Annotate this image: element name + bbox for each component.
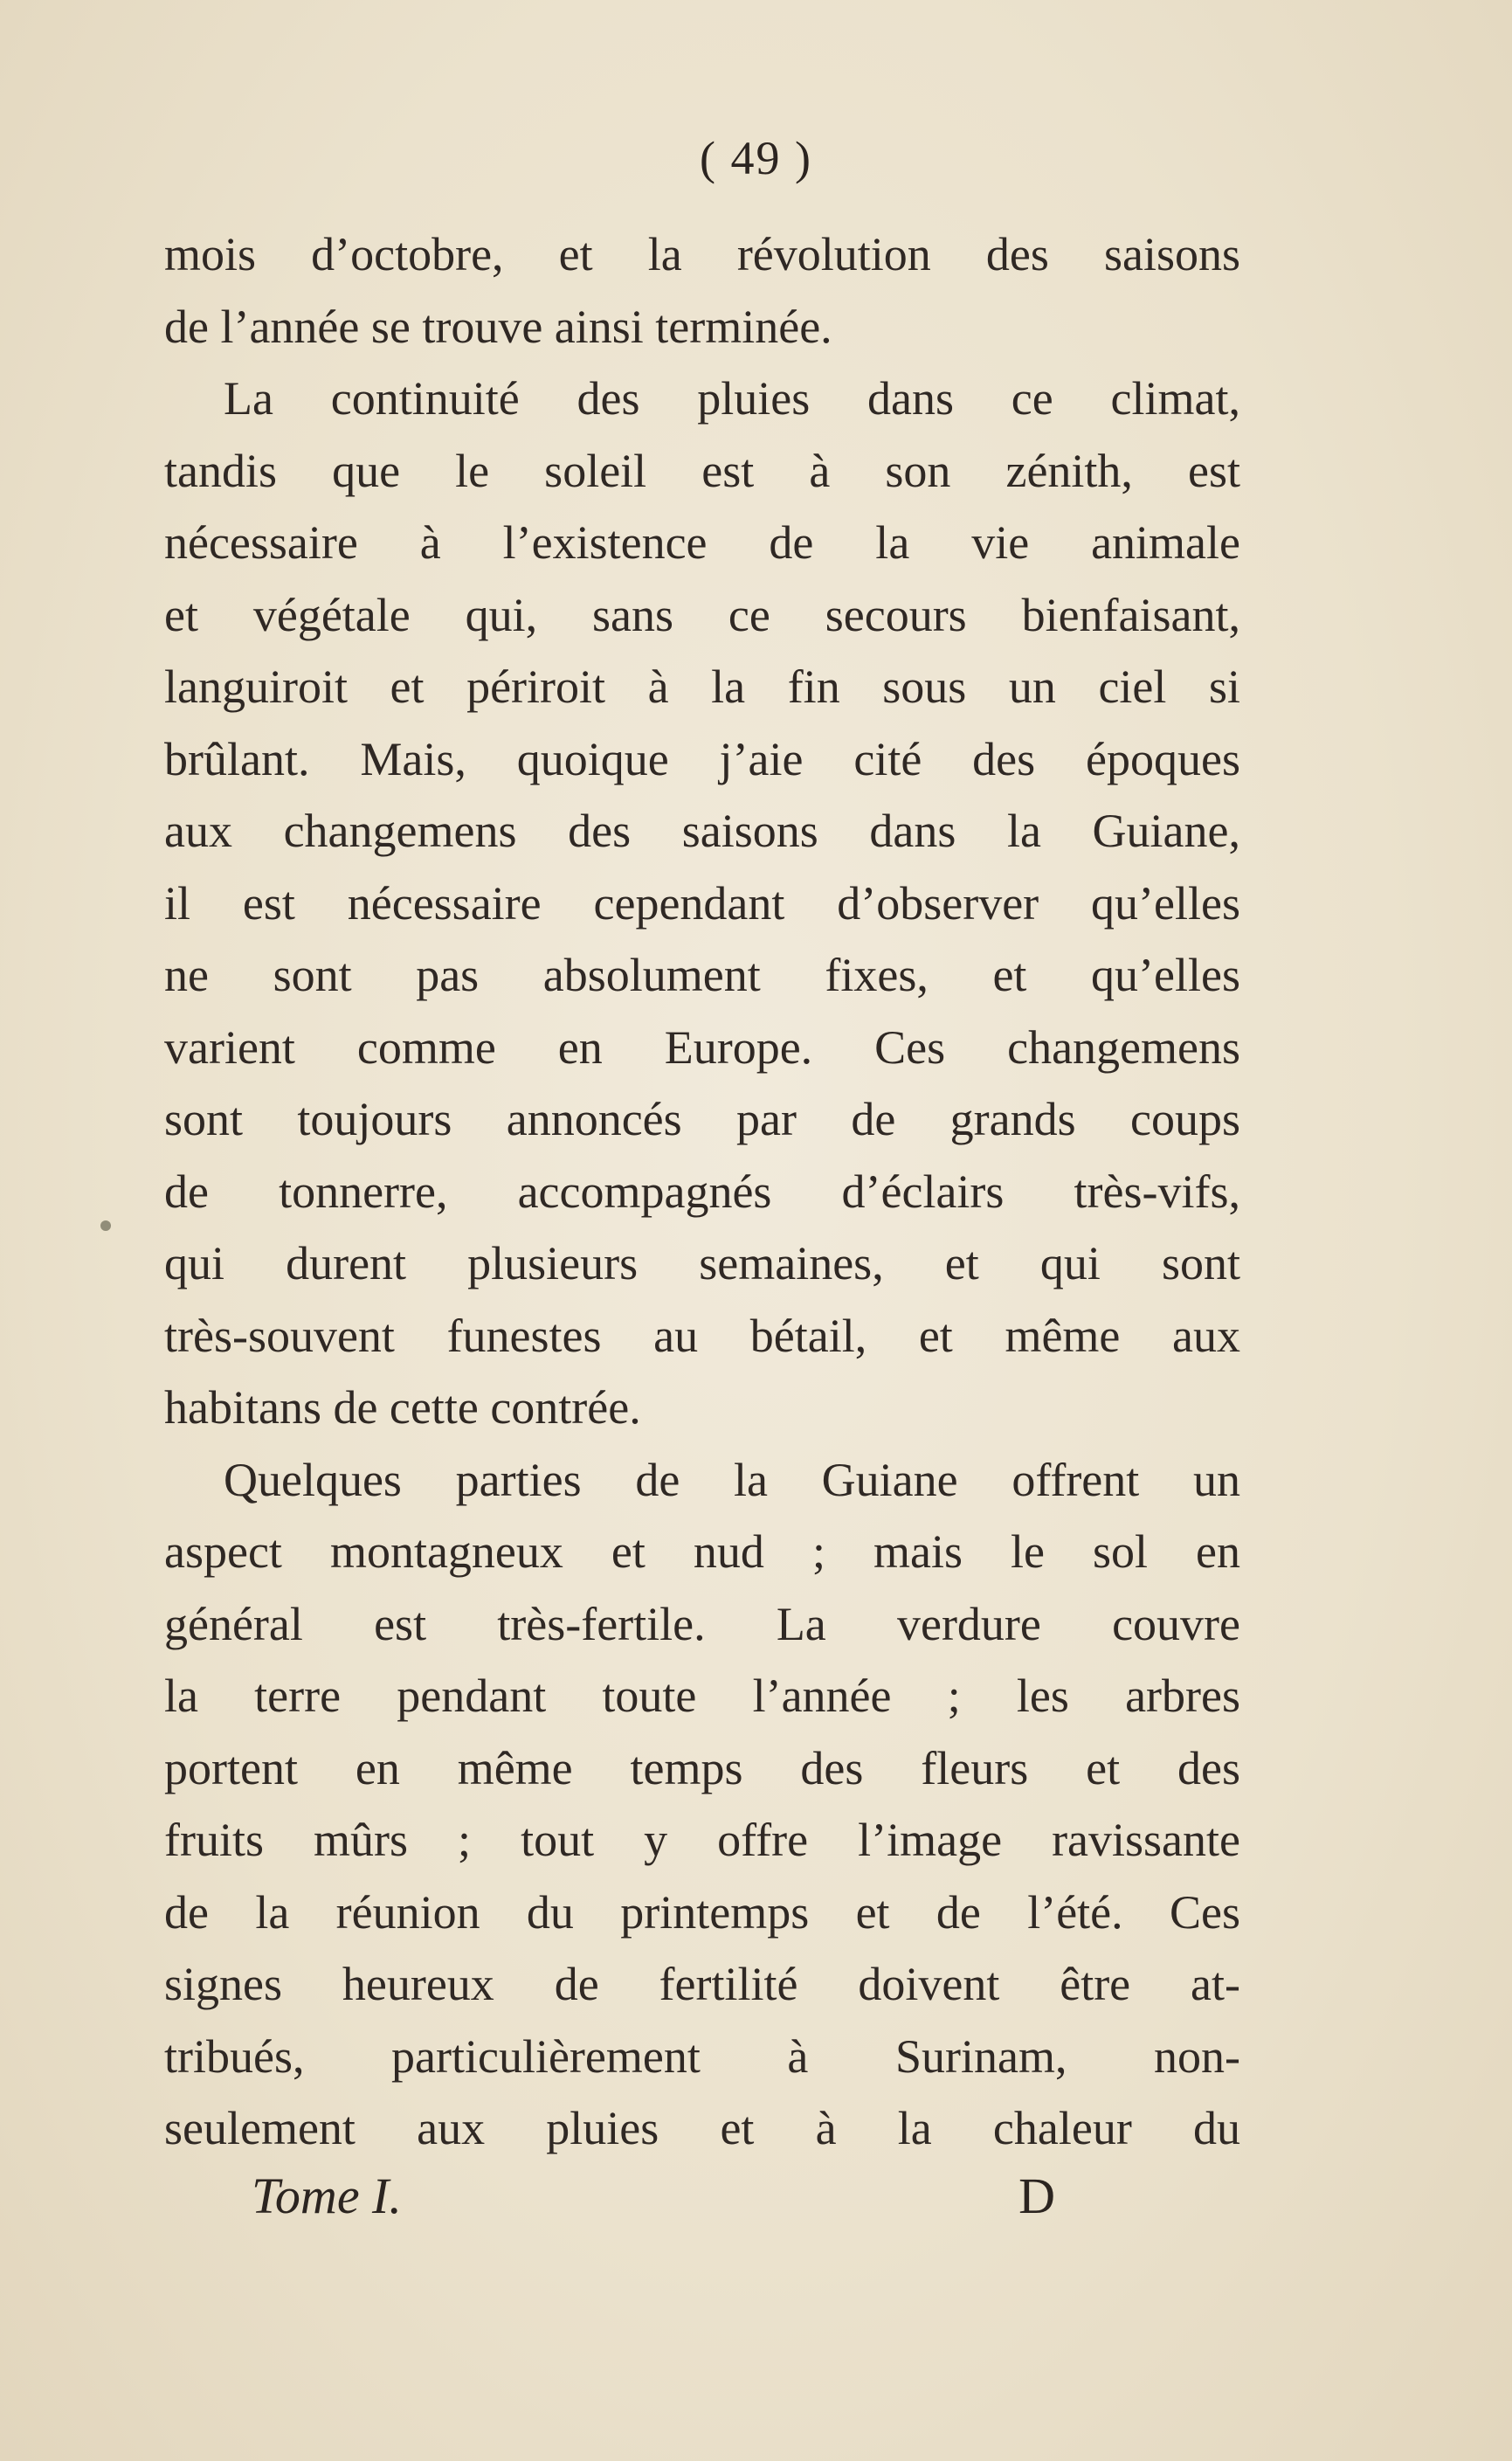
- volume-label: Tome I.: [252, 2167, 402, 2224]
- text-line: tandis que le soleil est à son zénith, est: [164, 444, 1240, 497]
- ink-speck: [100, 1220, 111, 1231]
- text-line: très-souvent funestes au bétail, et même aux: [164, 1309, 1240, 1362]
- text-line: varient comme en Europe. Ces changemens: [164, 1020, 1240, 1074]
- page-number: ( 49 ): [700, 132, 812, 184]
- text-line: habitans de cette contrée.: [164, 1381, 641, 1434]
- text-line: ne sont pas absolument fixes, et qu’elles: [164, 949, 1240, 1001]
- text-line: portent en même temps des fleurs et des: [164, 1741, 1240, 1794]
- text-line: Quelques parties de la Guiane offrent un: [224, 1453, 1240, 1506]
- text-line: général est très-fertile. La verdure couvre: [164, 1597, 1240, 1650]
- text-line: seulement aux pluies et à la chaleur du: [164, 2102, 1240, 2154]
- text-line: qui durent plusieurs semaines, et qui sont: [164, 1237, 1240, 1289]
- text-line: mois d’octobre, et la révolution des saisons: [164, 228, 1240, 280]
- text-line: aspect montagneux et nud ; mais le sol en: [164, 1525, 1240, 1578]
- text-line: brûlant. Mais, quoique j’aie cité des époques: [164, 732, 1240, 785]
- text-line: la terre pendant toute l’année ; les arbres: [164, 1669, 1240, 1722]
- text-line: de l’année se trouve ainsi terminée.: [164, 300, 832, 353]
- text-line: fruits mûrs ; tout y offre l’image ravissante: [164, 1814, 1240, 1866]
- body-text: [164, 218, 1240, 2165]
- text-line: de la réunion du printemps et de l’été. Ces: [164, 1885, 1240, 1939]
- text-line: aux changemens des saisons dans la Guiane,: [164, 805, 1240, 857]
- text-line: et végétale qui, sans ce secours bienfaisant,: [164, 588, 1240, 641]
- text-line: La continuité des pluies dans ce climat,: [224, 372, 1240, 425]
- text-line: de tonnerre, accompagnés d’éclairs très-vifs,: [164, 1165, 1240, 1218]
- text-line: signes heureux de fertilité doivent être at-: [164, 1958, 1240, 2010]
- signature-mark: D: [1018, 2167, 1055, 2224]
- text-line: il est nécessaire cependant d’observer qu’elles: [164, 876, 1240, 930]
- text-line: languiroit et périroit à la fin sous un ciel si: [164, 660, 1240, 713]
- text-line: sont toujours annoncés par de grands coups: [164, 1093, 1240, 1145]
- text-line: tribués, particulièrement à Surinam, non-: [164, 2029, 1240, 2083]
- text-line: nécessaire à l’existence de la vie animale: [164, 516, 1240, 569]
